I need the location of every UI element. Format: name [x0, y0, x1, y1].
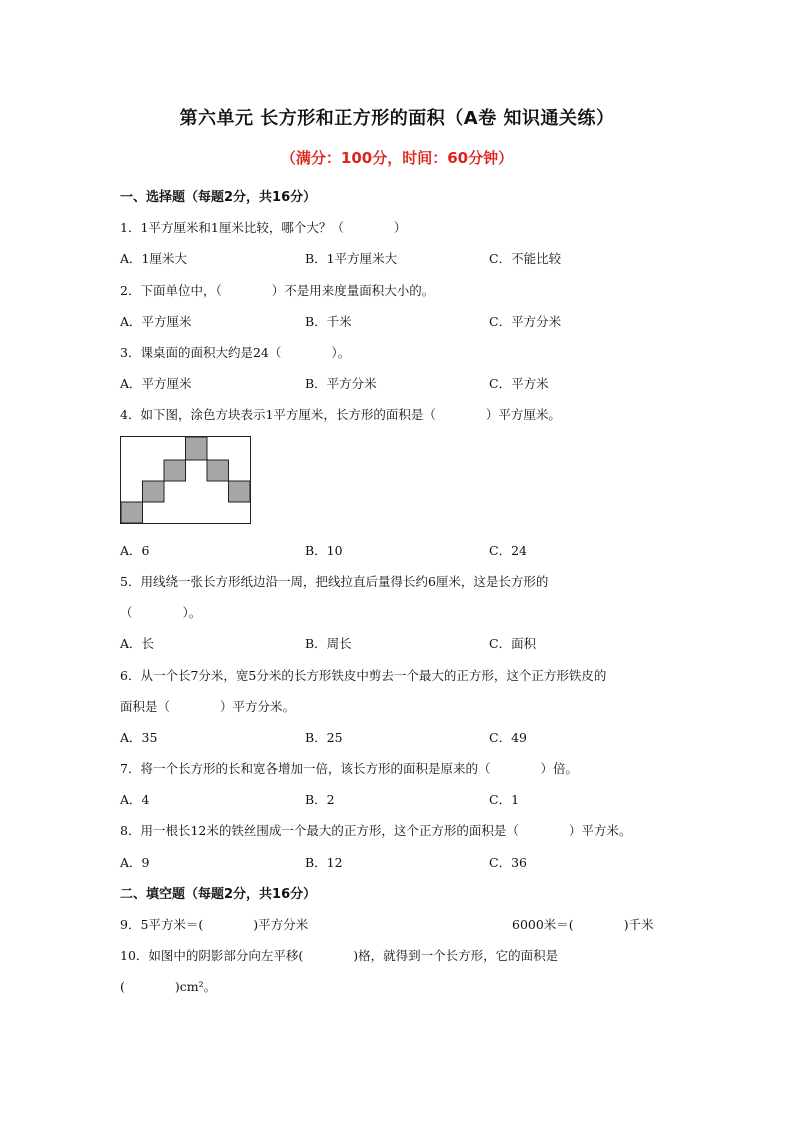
q3-option-b: B．平方分米	[305, 376, 377, 391]
q4-option-a: A．6	[120, 543, 150, 558]
q2-option-a: A．平方厘米	[120, 314, 192, 329]
question-10-continued: ( )cm²。	[120, 979, 217, 994]
shaded-square	[186, 437, 208, 460]
question-10: 10．如图中的阴影部分向左平移( )格，就得到一个长方形，它的面积是	[120, 948, 559, 963]
q8-option-a: A．9	[120, 855, 150, 870]
section-heading-choice: 一、选择题（每题2分，共16分）	[120, 190, 317, 205]
question-1: 1．1平方厘米和1厘米比较，哪个大？（ ）	[120, 220, 407, 235]
q1-option-b: B．1平方厘米大	[305, 251, 398, 266]
q8-option-b: B．12	[305, 855, 343, 870]
q6-option-c: C．49	[489, 730, 527, 745]
grid-figure	[120, 436, 251, 524]
shaded-square	[121, 502, 143, 523]
shaded-square	[207, 460, 229, 481]
q7-option-b: B．2	[305, 792, 335, 807]
q3-option-c: C．平方米	[489, 376, 549, 391]
q1-option-a: A．1厘米大	[120, 251, 187, 266]
q7-option-a: A．4	[120, 792, 150, 807]
question-9-left: 9．5平方米＝( )平方分米	[120, 917, 309, 932]
question-2: 2．下面单位中，（ ）不是用来度量面积大小的。	[120, 283, 435, 298]
page-title: 第六单元 长方形和正方形的面积（A卷 知识通关练）	[179, 108, 615, 129]
q4-option-c: C．24	[489, 543, 527, 558]
q2-option-b: B．千米	[305, 314, 352, 329]
q5-option-a: A．长	[120, 636, 155, 651]
page-subtitle: （满分：100分，时间：60分钟）	[280, 149, 514, 167]
question-5: 5．用线绕一张长方形纸边沿一周，把线拉直后量得长约6厘米，这是长方形的	[120, 574, 549, 589]
q1-option-c: C．不能比较	[489, 251, 562, 266]
question-3: 3．课桌面的面积大约是24（ ）。	[120, 345, 351, 360]
shaded-square	[164, 460, 186, 481]
question-7: 7．将一个长方形的长和宽各增加一倍，该长方形的面积是原来的（ ）倍。	[120, 761, 578, 776]
q4-option-b: B．10	[305, 543, 343, 558]
shaded-square	[229, 481, 251, 502]
section-heading-fill-blank: 二、填空题（每题2分，共16分）	[120, 887, 317, 902]
q7-option-c: C．1	[489, 792, 520, 807]
q8-option-c: C．36	[489, 855, 527, 870]
shaded-square	[143, 481, 165, 502]
question-6-continued: 面积是（ ）平方分米。	[120, 699, 296, 714]
question-8: 8．用一根长12米的铁丝围成一个最大的正方形，这个正方形的面积是（ ）平方米。	[120, 823, 632, 838]
q5-option-c: C．面积	[489, 636, 537, 651]
question-5-continued: （ ）。	[120, 605, 202, 620]
q3-option-a: A．平方厘米	[120, 376, 192, 391]
q5-option-b: B．周长	[305, 636, 352, 651]
question-4: 4．如下图，涂色方块表示1平方厘米，长方形的面积是（ ）平方厘米。	[120, 407, 561, 422]
q2-option-c: C．平方分米	[489, 314, 562, 329]
q6-option-a: A．35	[120, 730, 158, 745]
question-9-right: 6000米＝( )千米	[512, 917, 654, 932]
q6-option-b: B．25	[305, 730, 343, 745]
question-6: 6．从一个长7分米，宽5分米的长方形铁皮中剪去一个最大的正方形，这个正方形铁皮的	[120, 668, 607, 683]
